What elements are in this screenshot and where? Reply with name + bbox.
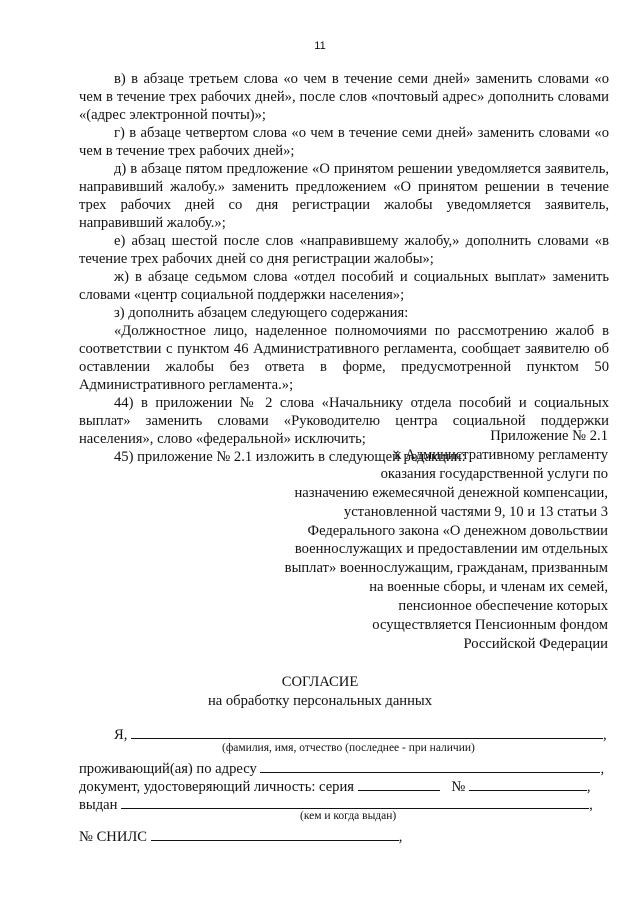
paragraph-zh: ж) в абзаце седьмом слова «отдел пособий и социальных выплат» заменить словами «центр социальной поддержки населения»; [79, 269, 609, 303]
snils-comma: , [398, 829, 403, 845]
address-field[interactable] [260, 758, 600, 773]
address-row [79, 758, 604, 778]
paragraph-d: д) в абзаце пятом предложение «О принятом решении уведомляется заявитель, направивший жалобу.» заменить предложением «О принятом решении в течение трех рабочих дней со дня регистрации жалобы уведомляется заявитель, направивший жалобу.»; [79, 161, 609, 231]
document-row [79, 776, 591, 796]
issued-field[interactable] [121, 794, 589, 809]
document-series-label: документ, удостоверяющий личность: серия [79, 779, 355, 795]
appendix-line: оказания государственной услуги по [380, 465, 608, 482]
document-series-field[interactable] [358, 776, 440, 791]
amendment-text [79, 70, 609, 466]
document-number-label: № [451, 779, 466, 795]
issued-hint: (кем и когда выдан) [300, 810, 397, 822]
snils-label: № СНИЛС [79, 829, 148, 845]
appendix-line: осуществляется Пенсионным фондом [372, 617, 608, 634]
snils-row [79, 826, 402, 846]
appendix-line: Российской Федерации [463, 635, 608, 652]
consent-subtitle: на обработку персональных данных [207, 693, 433, 709]
appendix-line: на военные сборы, и членам их семей, [369, 579, 608, 596]
appendix-line: установленной частями 9, 10 и 13 статьи 3 [343, 503, 608, 520]
page-number: 11 [314, 40, 326, 52]
paragraph-v: в) в абзаце третьем слова «о чем в течение семи дней» заменить словами «о чем в течение трех рабочих дней», после слов «почтовый адрес» дополнить словами «(адрес электронной почты)»; [79, 71, 609, 123]
name-row [114, 724, 607, 744]
appendix-line: выплат» военнослужащим, гражданам, призванным [284, 560, 608, 577]
document-number-field[interactable] [469, 776, 587, 791]
address-label: проживающий(ая) по адресу [79, 761, 257, 777]
appendix-line: Федерального закона «О денежном довольствии [307, 522, 608, 539]
paragraph-quote: «Должностное лицо, наделенное полномочиями по рассмотрению жалоб в соответствии с пунктом 46 Административного регламента, сообщает заявителю об оставлении жалобы без ответа в форме, предусмотренной пунктом 50 Административного регламента.»; [79, 323, 609, 393]
appendix-line: назначению ежемесячной денежной компенсации, [294, 484, 608, 501]
i-label: Я, [114, 727, 128, 743]
document-comma: , [586, 779, 591, 795]
appendix-line: военнослужащих и предоставлении им отдельных [294, 541, 608, 558]
issued-comma: , [589, 797, 593, 813]
consent-title: СОГЛАСИЕ [281, 674, 359, 690]
name-hint: (фамилия, имя, отчество (последнее - при наличии) [222, 742, 475, 754]
snils-field[interactable] [151, 826, 399, 841]
paragraph-44: 44) в приложении № 2 слова «Начальнику отдела пособий и социальных выплат» заменить словами «Руководителю центра социальной поддержки населения», слово «федеральной» исключить; [79, 395, 609, 447]
consent-heading [0, 673, 640, 711]
appendix-header [255, 427, 608, 654]
appendix-line: пенсионное обеспечение которых [398, 598, 608, 615]
address-comma: , [600, 761, 605, 777]
name-comma: , [603, 727, 607, 743]
issued-label: выдан [79, 797, 118, 813]
paragraph-z: з) дополнить абзацем следующего содержания: [114, 305, 409, 321]
paragraph-g: г) в абзаце четвертом слова «о чем в течение семи дней» заменить словами «о чем в течение трех рабочих дней»; [79, 125, 609, 159]
appendix-line: Приложение № 2.1 [490, 428, 608, 444]
paragraph-45: 45) приложение № 2.1 изложить в следующей редакции: [114, 449, 466, 465]
full-name-field[interactable] [131, 724, 603, 739]
paragraph-e: е) абзац шестой после слов «направившему жалобу,» дополнить словами «в течение трех рабочих дней со дня регистрации жалобы»; [79, 233, 609, 267]
appendix-line: к Административному регламенту [394, 446, 608, 463]
